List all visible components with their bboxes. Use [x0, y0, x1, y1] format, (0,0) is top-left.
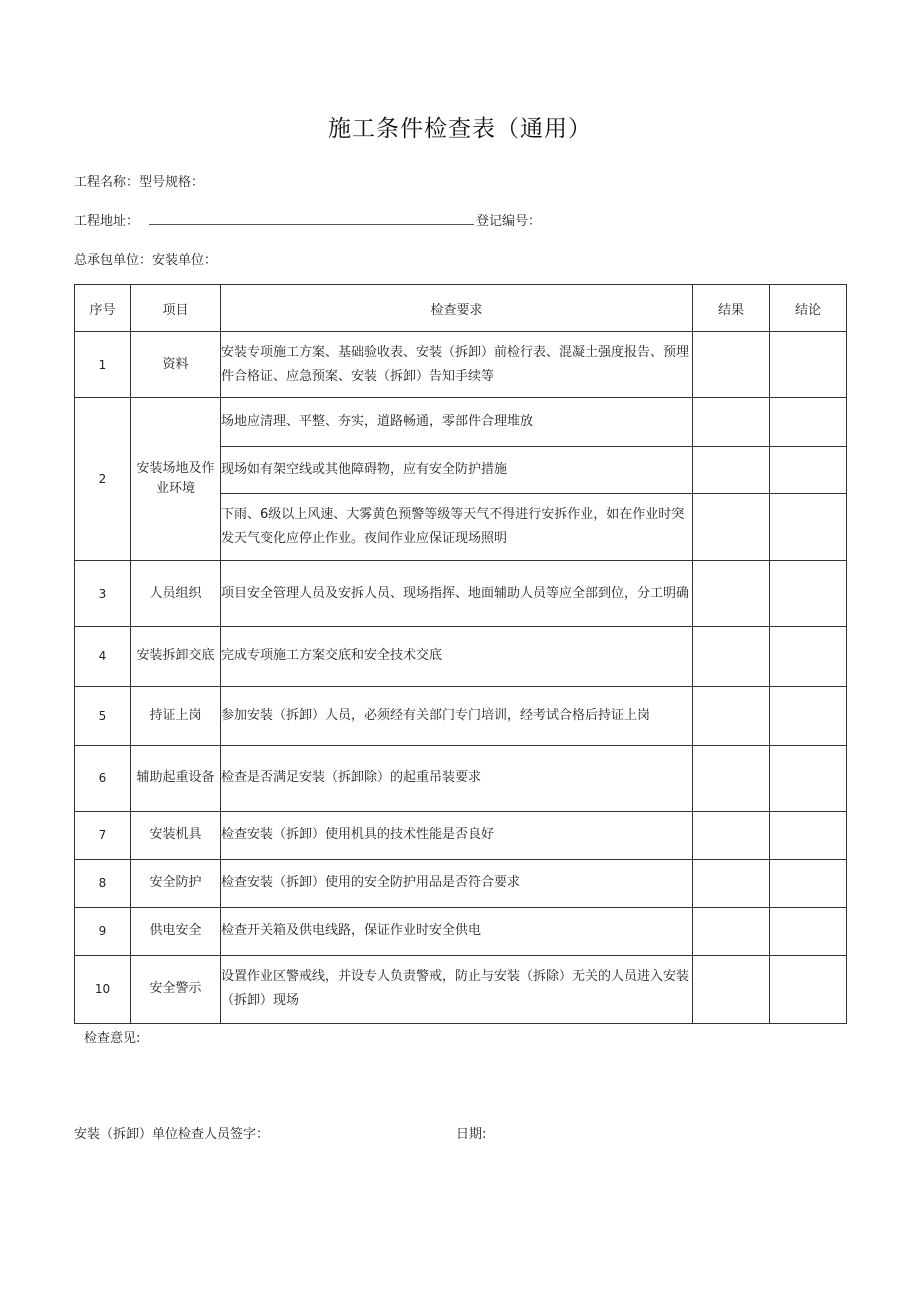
row-item: 资料 — [131, 332, 221, 398]
table-row — [75, 745, 847, 811]
table-row — [75, 907, 847, 955]
row-item: 辅助起重设备 — [131, 745, 221, 811]
row-no: 1 — [75, 332, 131, 398]
row-no: 4 — [75, 627, 131, 686]
registration-no-label: 登记编号： — [476, 214, 542, 229]
conclusion-cell[interactable] — [770, 398, 847, 447]
result-cell[interactable] — [693, 745, 770, 811]
row-item: 安装拆卸交底 — [131, 627, 221, 686]
row-requirement: 检查开关箱及供电线路，保证作业时安全供电 — [221, 907, 693, 955]
project-address-row — [74, 210, 541, 229]
table-row — [75, 561, 847, 627]
row-no: 8 — [75, 859, 131, 907]
conclusion-cell[interactable] — [770, 811, 847, 859]
result-cell[interactable] — [693, 494, 770, 561]
date-label: 日期: — [456, 1127, 487, 1142]
conclusion-cell[interactable] — [770, 859, 847, 907]
result-cell[interactable] — [693, 955, 770, 1023]
row-requirement: 参加安装（拆卸）人员，必须经有关部门专门培训，经考试合格后持证上岗 — [221, 686, 693, 745]
row-no: 6 — [75, 745, 131, 811]
conclusion-cell[interactable] — [770, 955, 847, 1023]
row-requirement: 现场如有架空线或其他障碍物，应有安全防护措施 — [221, 447, 693, 494]
result-cell[interactable] — [693, 907, 770, 955]
row-requirement: 检查是否满足安装（拆卸除）的起重吊装要求 — [221, 745, 693, 811]
project-address-label: 工程地址： — [74, 214, 140, 229]
header-item: 项目 — [131, 285, 221, 332]
project-name-label: 工程名称：型号规格： — [74, 175, 205, 190]
row-requirement: 完成专项施工方案交底和安全技术交底 — [221, 627, 693, 686]
result-cell[interactable] — [693, 332, 770, 398]
row-no: 7 — [75, 811, 131, 859]
table-row — [75, 859, 847, 907]
row-requirement: 下雨、6级以上风速、大雾黄色预警等级等天气不得进行安拆作业，如在作业时突发天气变化应停止作业。夜间作业应保证现场照明 — [221, 494, 693, 561]
row-item: 安全警示 — [131, 955, 221, 1023]
conclusion-cell[interactable] — [770, 494, 847, 561]
row-requirement: 设置作业区警戒线，并设专人负责警戒，防止与安装（拆除）无关的人员进入安装（拆卸）现场 — [221, 955, 693, 1023]
row-requirement: 安装专项施工方案、基础验收表、安装（拆卸）前检行表、混凝土强度报告、预埋件合格证、应急预案、安装（拆卸）告知手续等 — [221, 332, 693, 398]
result-cell[interactable] — [693, 398, 770, 447]
conclusion-cell[interactable] — [770, 907, 847, 955]
result-cell[interactable] — [693, 627, 770, 686]
conclusion-cell[interactable] — [770, 332, 847, 398]
contractor-label: 总承包单位：安装单位： — [74, 253, 218, 268]
row-item: 安装场地及作业环境 — [131, 398, 221, 561]
row-item: 人员组织 — [131, 561, 221, 627]
result-cell[interactable] — [693, 811, 770, 859]
signature-label: 安装（拆卸）单位检查人员签字： — [74, 1127, 270, 1142]
row-no: 3 — [75, 561, 131, 627]
project-address-input-line[interactable] — [149, 212, 474, 225]
row-no: 5 — [75, 686, 131, 745]
row-no: 10 — [75, 955, 131, 1023]
inspection-opinion-label: 检查意见: — [84, 1031, 141, 1046]
table-row — [75, 332, 847, 398]
table-row — [75, 686, 847, 745]
row-requirement: 场地应清理、平整、夯实，道路畅通，零部件合理堆放 — [221, 398, 693, 447]
result-cell[interactable] — [693, 686, 770, 745]
row-requirement: 检查安装（拆卸）使用的安全防护用品是否符合要求 — [221, 859, 693, 907]
table-row — [75, 811, 847, 859]
row-item: 持证上岗 — [131, 686, 221, 745]
conclusion-cell[interactable] — [770, 447, 847, 494]
form-title: 施工条件检查表（通用） — [328, 116, 592, 142]
table-row — [75, 398, 847, 447]
conclusion-cell[interactable] — [770, 686, 847, 745]
result-cell[interactable] — [693, 447, 770, 494]
row-requirement: 项目安全管理人员及安拆人员、现场指挥、地面辅助人员等应全部到位，分工明确 — [221, 561, 693, 627]
conclusion-cell[interactable] — [770, 561, 847, 627]
conclusion-cell[interactable] — [770, 627, 847, 686]
header-requirement: 检查要求 — [221, 285, 693, 332]
header-conclusion: 结论 — [770, 285, 847, 332]
inspection-table — [74, 284, 847, 1024]
result-cell[interactable] — [693, 561, 770, 627]
table-header-row — [75, 285, 847, 332]
conclusion-cell[interactable] — [770, 745, 847, 811]
header-result: 结果 — [693, 285, 770, 332]
row-item: 安装机具 — [131, 811, 221, 859]
row-no: 9 — [75, 907, 131, 955]
row-item: 安全防护 — [131, 859, 221, 907]
row-requirement: 检查安装（拆卸）使用机具的技术性能是否良好 — [221, 811, 693, 859]
row-item: 供电安全 — [131, 907, 221, 955]
result-cell[interactable] — [693, 859, 770, 907]
table-row — [75, 627, 847, 686]
table-row — [75, 955, 847, 1023]
header-no: 序号 — [75, 285, 131, 332]
row-no: 2 — [75, 398, 131, 561]
